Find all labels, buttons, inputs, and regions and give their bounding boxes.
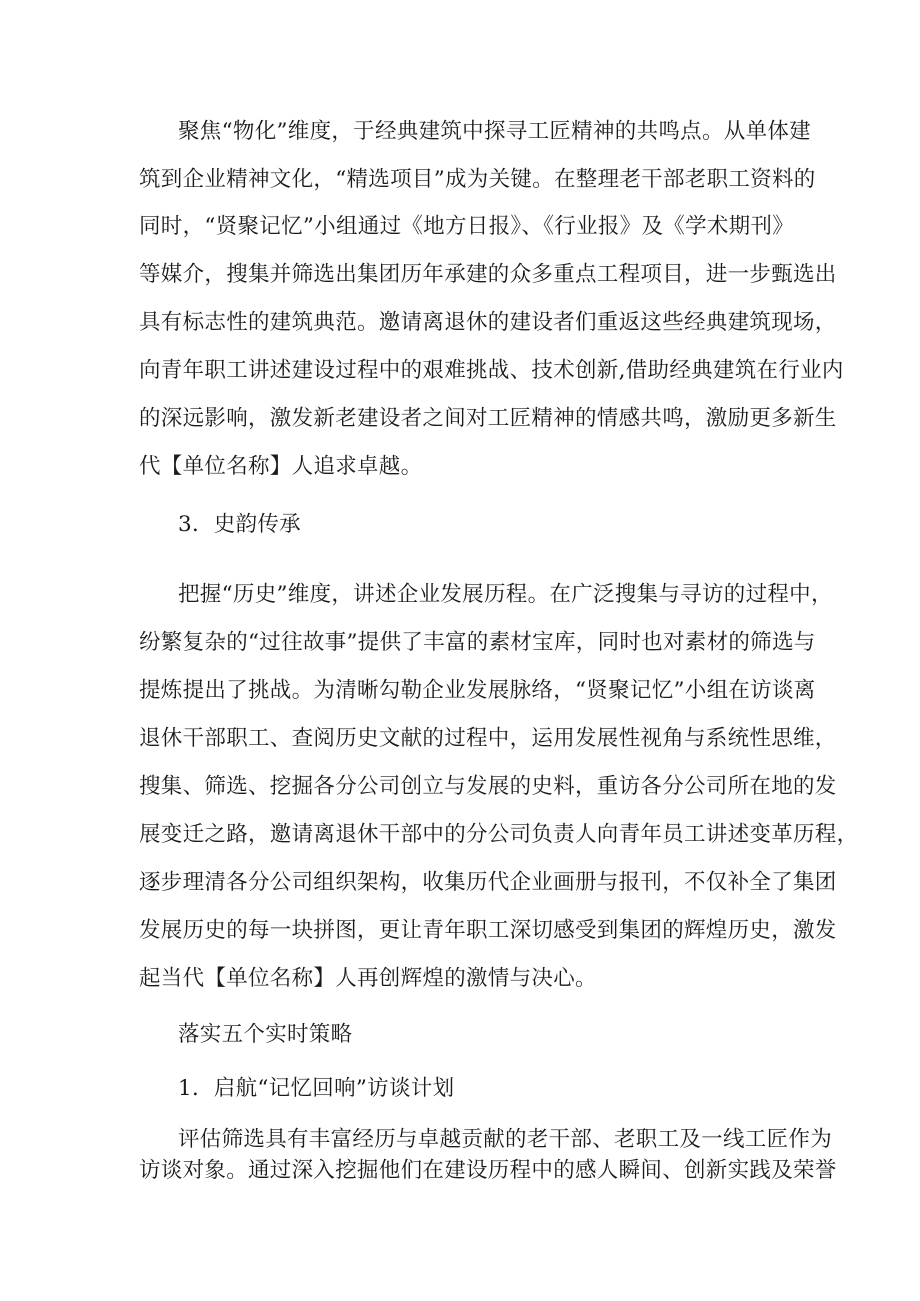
section-heading: 3．史韵传承 [178,512,301,537]
paragraph-2-line-2: 纷繁复杂的“过往故事”提供了丰富的素材宝库，同时也对素材的筛选与 [139,630,816,655]
paragraph-2-line-1: 把握“历史”维度，讲述企业发展历程。在广泛搜集与寻访的过程中， [178,582,833,607]
paragraph-1-line-1: 聚焦“物化”维度，于经典建筑中探寻工匠精神的共鸣点。从单体建 [178,119,811,144]
paragraph-3-line-2: 访谈对象。通过深入挖掘他们在建设历程中的感人瞬间、创新实践及荣誉 [139,1158,837,1183]
paragraph-1-line-5: 具有标志性的建筑典范。邀请离退休的建设者们重返这些经典建筑现场， [139,310,837,335]
paragraph-1-line-2: 筑到企业精神文化，“精选项目”成为关键。在整理老干部老职工资料的 [139,167,816,192]
paragraph-2-line-7: 逐步理清各分公司组织架构，收集历代企业画册与报刊，不仅补全了集团 [139,870,837,895]
paragraph-1-line-6: 向青年职工讲述建设过程中的艰难挑战、技术创新,借助经典建筑在行业内 [139,358,844,383]
paragraph-2-line-3: 提炼提出了挑战。为清晰勾勒企业发展脉络，“贤聚记忆”小组在访谈离 [139,678,816,703]
paragraph-2-line-5: 搜集、筛选、挖掘各分公司创立与发展的史料，重访各分公司所在地的发 [139,774,837,799]
paragraph-1-line-4: 等媒介，搜集并筛选出集团历年承建的众多重点工程项目，进一步甄选出 [139,262,837,287]
paragraph-2-line-6: 展变迁之路，邀请离退休干部中的分公司负责人向青年员工讲述变革历程， [139,822,859,847]
paragraph-1-line-3: 同时，“贤聚记忆”小组通过《地方日报》、《行业报》及《学术期刊》 [139,214,795,239]
paragraph-3-line-1: 评估筛选具有丰富经历与卓越贡献的老干部、老职工及一线工匠作为 [178,1127,833,1152]
paragraph-2-line-9: 起当代【单位名称】人再创辉煌的激情与决心。 [139,966,597,991]
paragraph-2-line-4: 退休干部职工、查阅历史文献的过程中，运用发展性视角与系统性思维， [139,726,837,751]
paragraph-2-line-8: 发展历史的每一块拼图，更让青年职工深切感受到集团的辉煌历史，激发 [139,918,837,943]
section-heading: 落实五个实时策略 [178,1022,353,1047]
sub-heading: 1．启航“记忆回响”访谈计划 [178,1076,455,1101]
paragraph-1-line-8: 代【单位名称】人追求卓越。 [139,454,423,479]
paragraph-1-line-7: 的深远影响，激发新老建设者之间对工匠精神的情感共鸣，激励更多新生 [139,406,837,431]
